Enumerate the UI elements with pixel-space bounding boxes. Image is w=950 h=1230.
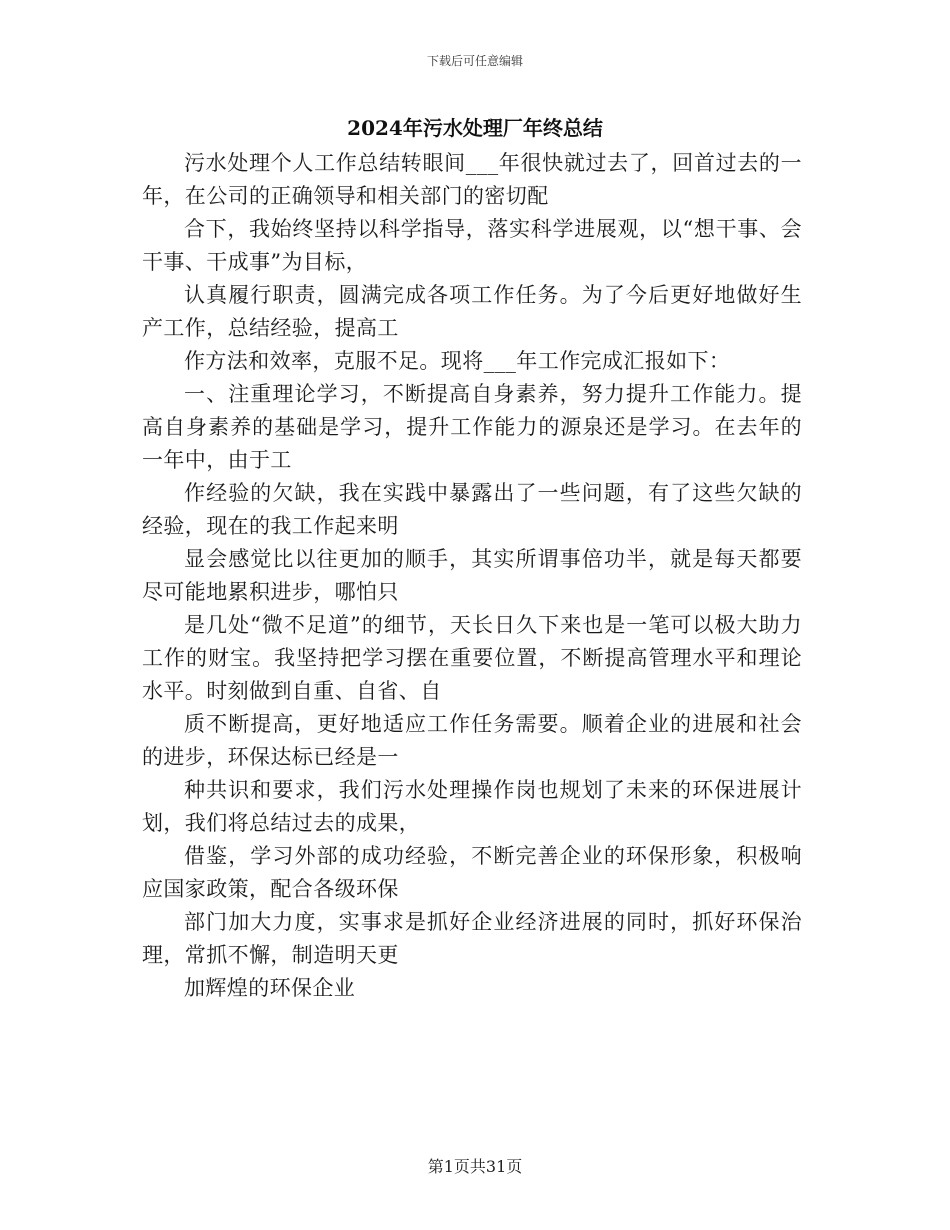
paragraph: 污水处理个人工作总结转眼间___年很快就过去了，回首过去的一年，在公司的正确领导和相关部门的密切配	[142, 151, 802, 208]
paragraph: 部门加大力度，实事求是抓好企业经济进展的同时，抓好环保治理，常抓不懈，制造明天更	[142, 910, 802, 967]
paragraph: 质不断提高，更好地适应工作任务需要。顺着企业的进展和社会的进步，环保达标已经是一	[142, 712, 802, 769]
paragraph: 显会感觉比以往更加的顺手，其实所谓事倍功半，就是每天都要尽可能地累积进步，哪怕只	[142, 547, 802, 604]
paragraph: 种共识和要求，我们污水处理操作岗也规划了未来的环保进展计划，我们将总结过去的成果，	[142, 778, 802, 835]
page-header-note: 下载后可任意编辑	[426, 54, 523, 68]
paragraph: 借鉴，学习外部的成功经验，不断完善企业的环保形象，积极响应国家政策，配合各级环保	[142, 844, 802, 901]
paragraph: 是几处“微不足道”的细节，天长日久下来也是一笔可以极大助力工作的财宝。我坚持把学习摆在重要位置，不断提高管理水平和理论水平。时刻做到自重、自省、自	[142, 613, 802, 703]
paragraph: 作方法和效率，克服不足。现将___年工作完成汇报如下：	[184, 349, 731, 373]
paragraph: 认真履行职责，圆满完成各项工作任务。为了今后更好地做好生产工作，总结经验，提高工	[142, 283, 802, 340]
paragraph: 加辉煌的环保企业	[184, 976, 356, 1000]
page-number-footer: 第1页共31页	[427, 1157, 523, 1176]
document-body	[142, 147, 802, 1005]
paragraph: 合下，我始终坚持以科学指导，落实科学进展观，以“想干事、会干事、干成事”为目标，	[142, 217, 802, 274]
paragraph: 一、注重理论学习，不断提高自身素养，努力提升工作能力。提高自身素养的基础是学习，提升工作能力的源泉还是学习。在去年的一年中，由于工	[142, 382, 802, 472]
paragraph: 作经验的欠缺，我在实践中暴露出了一些问题，有了这些欠缺的经验，现在的我工作起来明	[142, 481, 802, 538]
document-title: 2024年污水处理厂年终总结	[347, 116, 603, 140]
